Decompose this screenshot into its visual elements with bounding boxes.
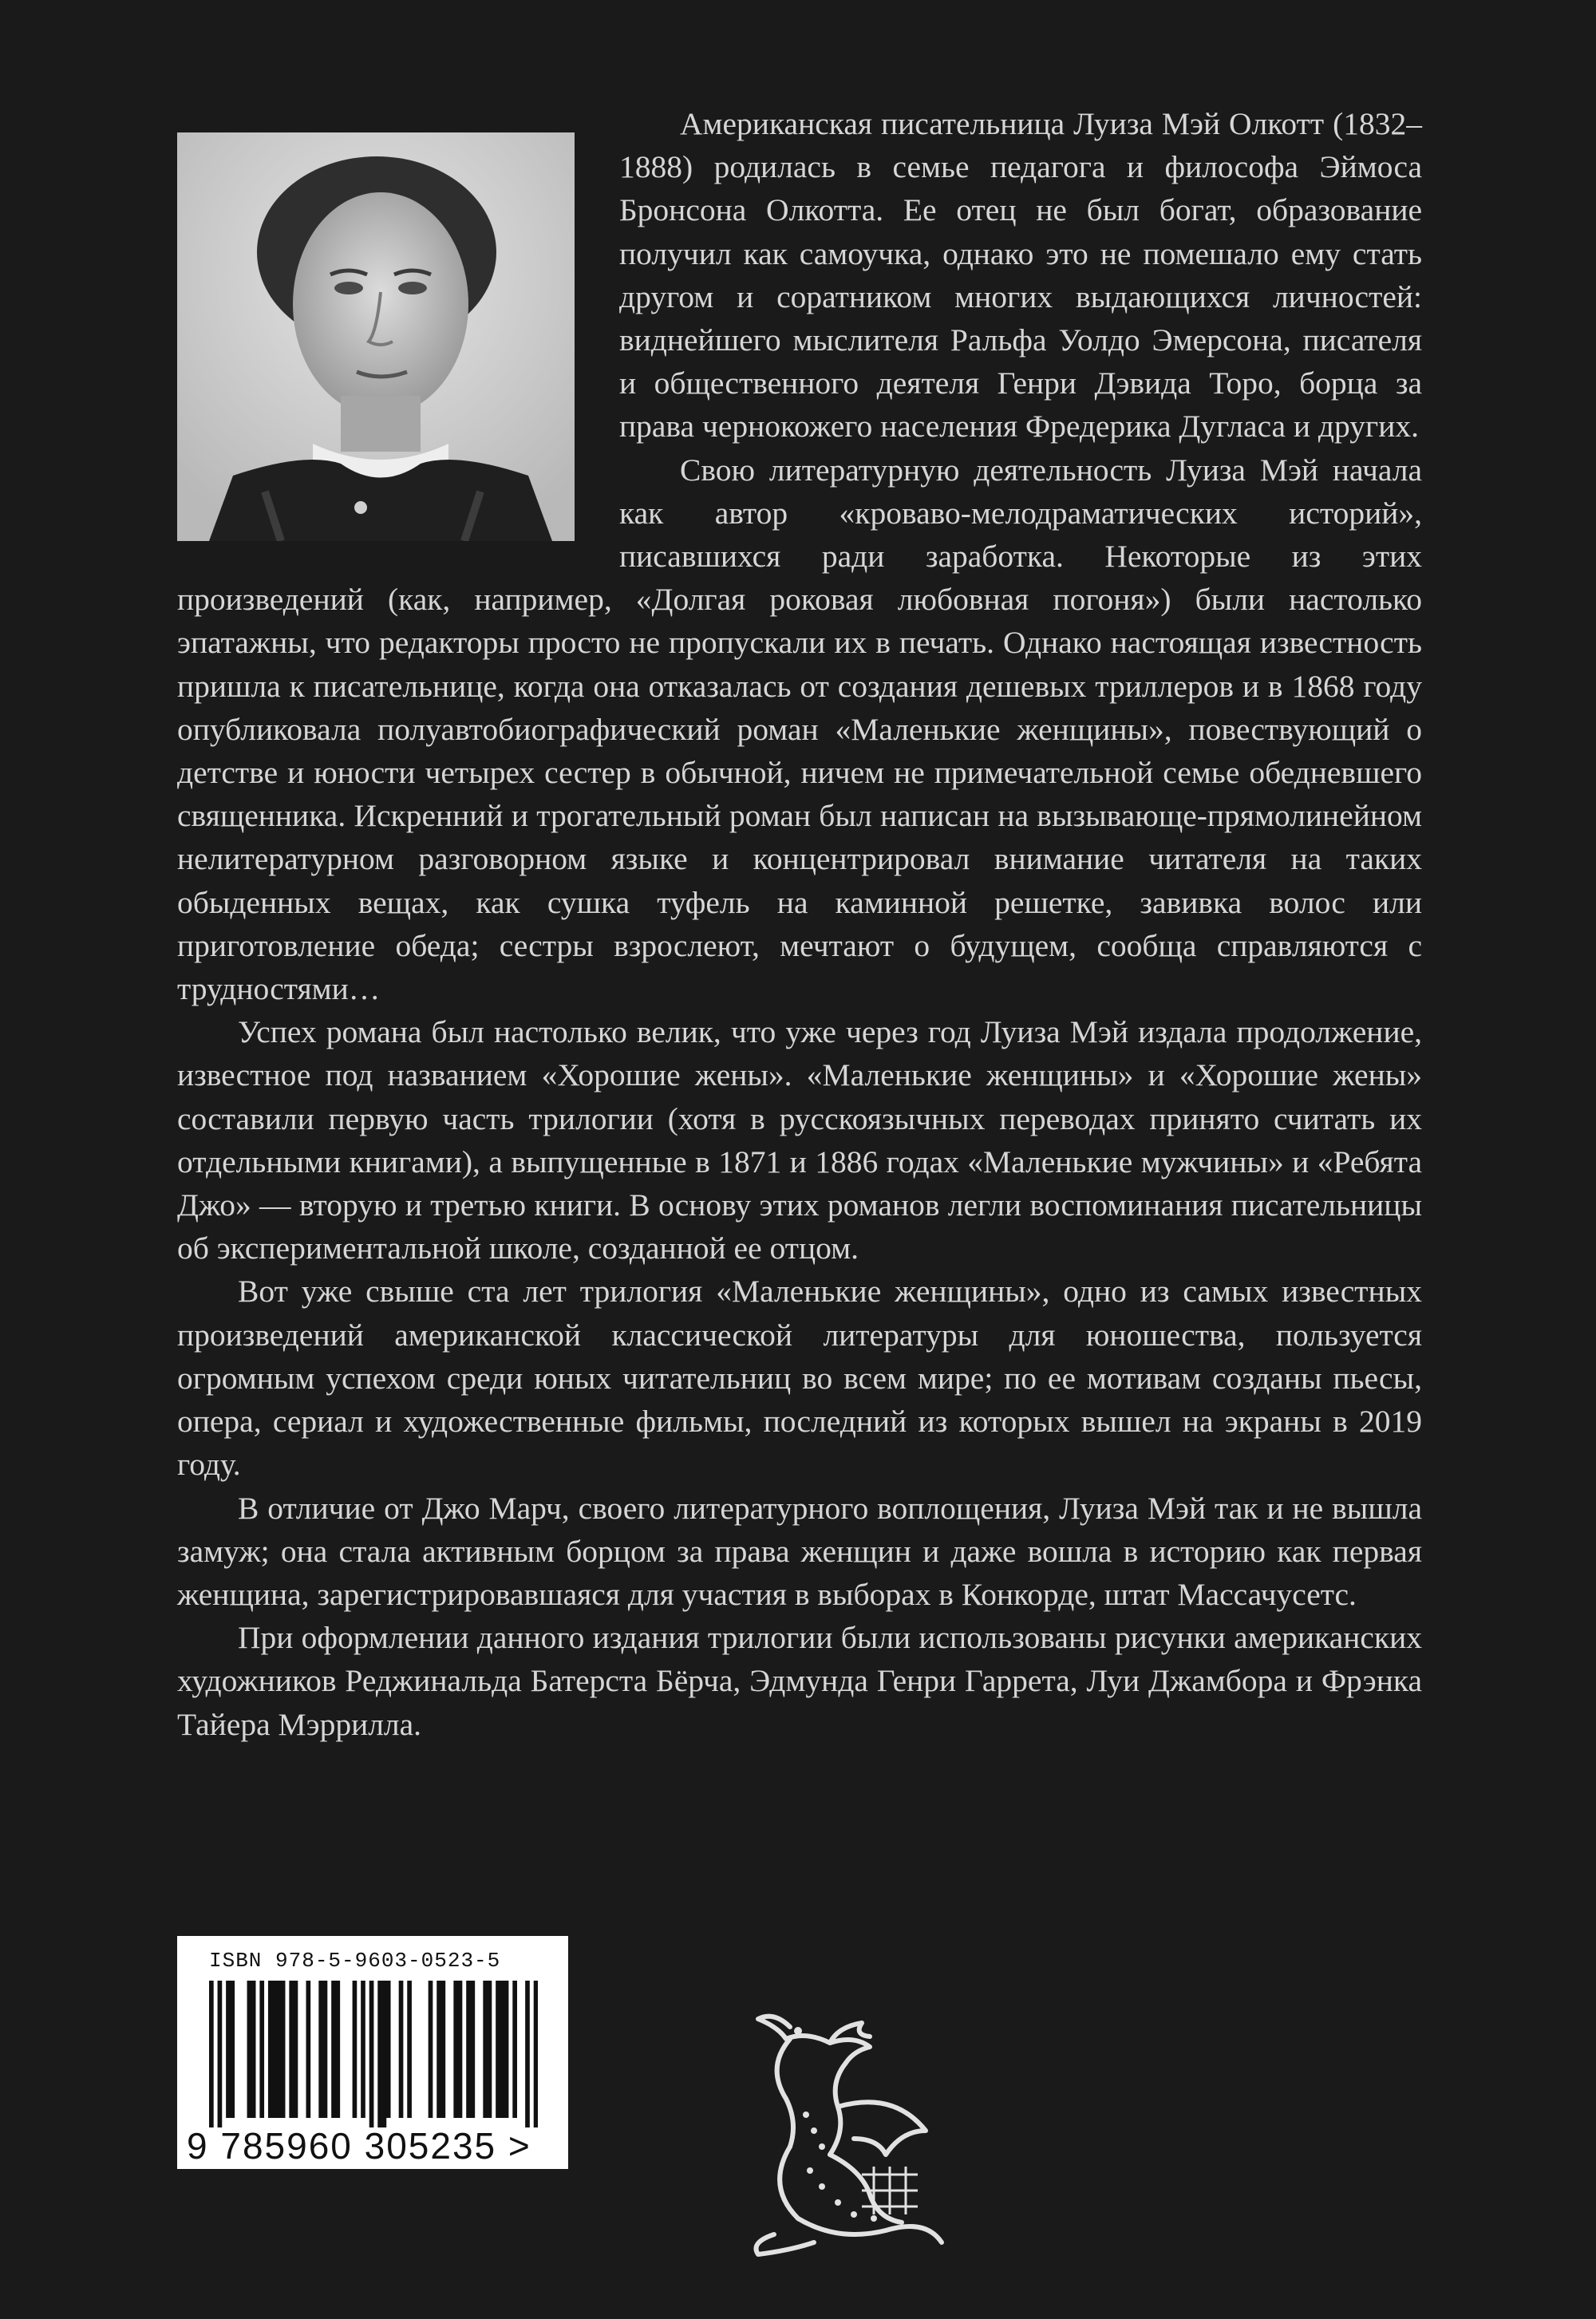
barcode-bar	[369, 1981, 374, 2127]
barcode-bar	[500, 1981, 504, 2118]
author-portrait	[177, 132, 575, 541]
barcode-bar	[488, 1981, 492, 2118]
isbn-label: ISBN 978-5-9603-0523-5	[209, 1949, 501, 1973]
isbn-barcode-box	[177, 1936, 568, 2169]
barcode-icon	[209, 1981, 538, 2127]
paragraph-4: Вот уже свыше ста лет трилогия «Маленькие женщины», одно из самых известных произведений американской классической литературы для юношества, пользуется огромным успехом среди юных читательниц во всем мире; по ее мотивам созданы пьесы, опера, сериал и художественные фильмы, последний из которых вышел на экраны в 2019 году.	[177, 1274, 1422, 1483]
barcode-bar	[407, 1981, 412, 2118]
barcode-bar	[377, 1981, 382, 2127]
barcode-bar	[272, 1981, 277, 2118]
barcode-bar	[429, 1981, 433, 2118]
barcode-bar	[470, 1981, 475, 2118]
paragraph-3: Успех романа был настолько велик, что уже через год Луиза Мэй издала продолжение, известное под названием «Хорошие жены». «Маленькие женщины» и «Хорошие жены» составили первую часть трилогии (хотя в русскоязычных переводах принято считать их отдельными книгами), а выпущенные в 1871 и 1886 годах «Маленькие мужчины» и «Ребята Джо» — вторую и третью книги. В основу этих романов легли воспоминания писательницы об экспериментальной школе, созданной ее отцом.	[177, 1014, 1422, 1266]
barcode-bar	[496, 1981, 500, 2118]
barcode-bar	[226, 1981, 231, 2118]
barcode-bar	[483, 1981, 488, 2118]
barcode-bar	[259, 1981, 264, 2118]
barcode-bar	[294, 1981, 298, 2118]
barcode-bar	[251, 1981, 256, 2118]
barcode-bar	[534, 1981, 538, 2127]
barcode-bar	[437, 1981, 441, 2118]
barcode-bar	[466, 1981, 471, 2118]
barcode-bar	[353, 1981, 358, 2118]
paragraph-5: В отличие от Джо Марч, своего литературного воплощения, Луиза Мэй так и не вышла замуж; она стала активным борцом за права женщин и даже вошла в историю как первая женщина, зарегистрировавшаяся для участия в выборах в Конкорде, штат Массачусетс.	[177, 1490, 1422, 1612]
barcode-bar	[512, 1981, 517, 2118]
barcode-bar	[453, 1981, 458, 2118]
paragraph-2: Свою литературную деятельность Луиза Мэй начала как автор «кроваво-мелодраматических историй», писавшихся ради заработка. Некоторые из этих произведений (как, например, «Долгая роковая любовная погоня») были настолько эпатажны, что редакторы просто не пропускали их в печать. Однако настоящая известность пришла к писательнице, когда она отказалась от создания дешевых триллеров и в 1868 году опубликовала полуавтобиографический роман «Маленькие женщины», повествующий о детстве и юности четырех сестер в обычной, ничем не примечательной семье обедневшего священника. Искренний и трогательный роман был написан на вызывающе-прямолинейном нелитературном разговорном языке и концентрировал внимание читателя на таких обыденных вещах, как сушка туфель на каминной решетке, завивка волос или приготовление обеда; сестры взрослеют, мечтают о будущем, сообща справляются с трудностями…	[177, 452, 1422, 1007]
barcode-bar	[525, 1981, 530, 2127]
barcode-bar	[331, 1981, 336, 2118]
barcode-bar	[382, 1981, 387, 2127]
ean-digits: 9 785960 305235 >	[187, 2125, 531, 2167]
barcode-bar	[323, 1981, 328, 2118]
barcode-bar	[218, 1981, 223, 2127]
barcode-bar	[306, 1981, 310, 2118]
barcode-bar	[268, 1981, 273, 2118]
barcode-bar	[386, 1981, 391, 2118]
barcode-bar	[335, 1981, 340, 2118]
annotation-text	[177, 102, 1422, 1746]
barcode-bar	[289, 1981, 294, 2118]
barcode-bar	[458, 1981, 463, 2118]
dragon-emblem-icon	[742, 2003, 966, 2258]
barcode-bar	[441, 1981, 446, 2118]
barcode-bar	[318, 1981, 323, 2118]
portrait-photo-icon	[177, 132, 575, 541]
barcode-bar	[209, 1981, 214, 2127]
barcode-bar	[504, 1981, 509, 2118]
barcode-bar	[399, 1981, 404, 2118]
barcode-bar	[277, 1981, 282, 2118]
barcode-bar	[247, 1981, 252, 2118]
paragraph-1: Американская писательница Луиза Мэй Олкотт (1832–1888) родилась в семье педагога и философа Эймоса Бронсона Олкотта. Ее отец не был богат, образование получил как самоучка, однако это не помешало ему стать другом и соратником многих выдающихся личностей: виднейшего мыслителя Ральфа Уолдо Эмерсона, писателя и общественного деятеля Генри Дэвида Торо, борца за права чернокожего населения Фредерика Дугласа и других.	[619, 106, 1422, 444]
barcode-bar	[281, 1981, 286, 2118]
barcode-bar	[230, 1981, 235, 2118]
barcode-bar	[361, 1981, 365, 2118]
paragraph-6: При оформлении данного издания трилогии были использованы рисунки американских художников Реджинальда Батерста Бёрча, Эдмунда Генри Гаррета, Луи Джамбора и Фрэнка Тайера Мэррилла.	[177, 1620, 1422, 1742]
